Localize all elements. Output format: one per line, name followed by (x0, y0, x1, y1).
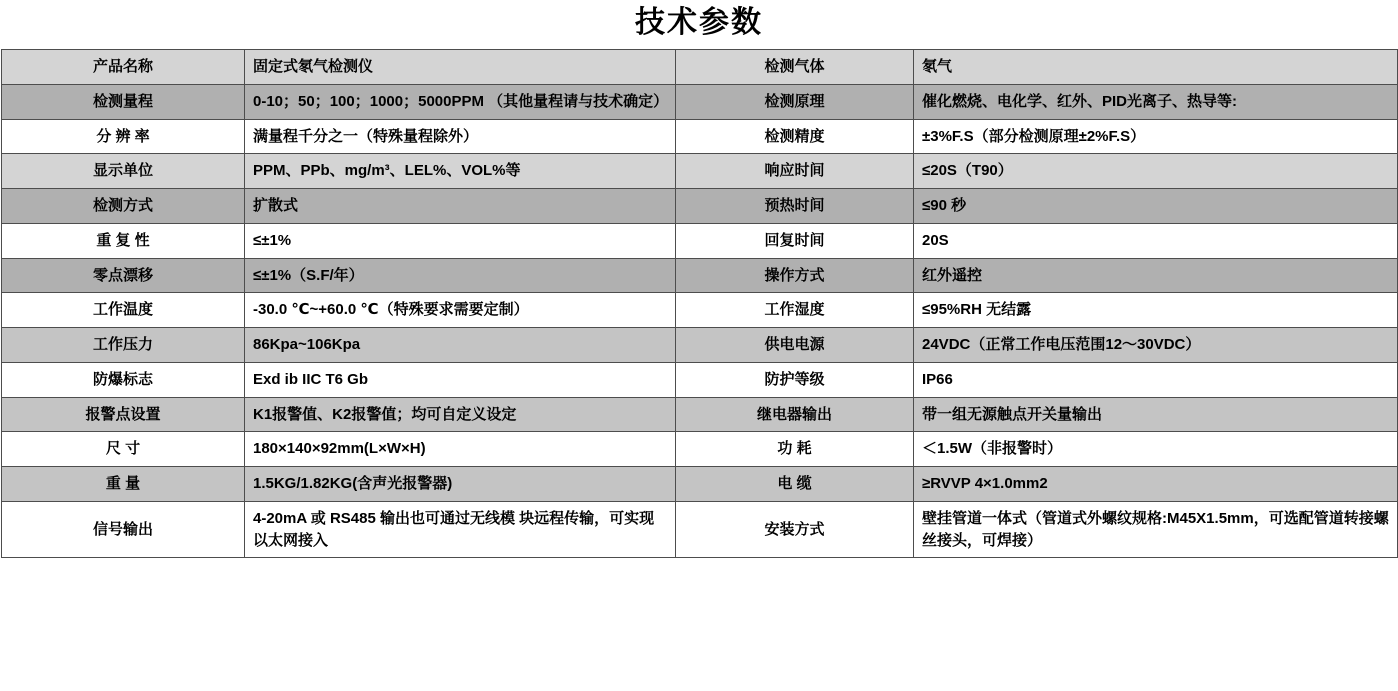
row-value-right: ＜1.5W（非报警时） (914, 432, 1398, 467)
row-value-right: 氡气 (914, 50, 1398, 85)
row-value-right: 壁挂管道一体式（管道式外螺纹规格:M45X1.5mm，可选配管道转接螺丝接头，可焊接） (914, 501, 1398, 558)
table-row (2, 154, 1398, 189)
row-label-right: 预热时间 (676, 189, 914, 224)
row-label-left: 分 辨 率 (2, 119, 245, 154)
table-row (2, 84, 1398, 119)
row-value-left: PPM、PPb、mg/m³、LEL%、VOL%等 (245, 154, 676, 189)
row-label-right: 回复时间 (676, 223, 914, 258)
row-label-right: 防护等级 (676, 362, 914, 397)
row-label-left: 产品名称 (2, 50, 245, 85)
row-value-left: 固定式氡气检测仪 (245, 50, 676, 85)
row-label-left: 尺 寸 (2, 432, 245, 467)
row-label-right: 检测气体 (676, 50, 914, 85)
row-label-left: 重 复 性 (2, 223, 245, 258)
table-row (2, 328, 1398, 363)
row-value-left: Exd ib IIC T6 Gb (245, 362, 676, 397)
row-value-left: K1报警值、K2报警值；均可自定义设定 (245, 397, 676, 432)
row-label-left: 零点漂移 (2, 258, 245, 293)
row-value-right: ≥RVVP 4×1.0mm2 (914, 467, 1398, 502)
row-value-right: 催化燃烧、电化学、红外、PID光离子、热导等: (914, 84, 1398, 119)
row-label-right: 工作湿度 (676, 293, 914, 328)
row-label-right: 电 缆 (676, 467, 914, 502)
row-value-left: ≤±1%（S.F/年） (245, 258, 676, 293)
row-value-right: 带一组无源触点开关量输出 (914, 397, 1398, 432)
row-value-left: 扩散式 (245, 189, 676, 224)
table-row (2, 223, 1398, 258)
table-row (2, 50, 1398, 85)
row-label-right: 响应时间 (676, 154, 914, 189)
row-label-right: 供电电源 (676, 328, 914, 363)
row-value-left: -30.0 ℃~+60.0 ℃（特殊要求需要定制） (245, 293, 676, 328)
row-label-left: 显示单位 (2, 154, 245, 189)
row-value-right: 红外遥控 (914, 258, 1398, 293)
row-value-right: ±3%F.S（部分检测原理±2%F.S） (914, 119, 1398, 154)
row-label-right: 安装方式 (676, 501, 914, 558)
row-value-left: 1.5KG/1.82KG(含声光报警器) (245, 467, 676, 502)
row-value-right: 24VDC（正常工作电压范围12～30VDC） (914, 328, 1398, 363)
table-row (2, 119, 1398, 154)
page-title: 技术参数 (635, 6, 763, 39)
row-label-right: 操作方式 (676, 258, 914, 293)
row-value-right: IP66 (914, 362, 1398, 397)
row-label-left: 检测量程 (2, 84, 245, 119)
specifications-table-body (2, 50, 1398, 558)
row-label-right: 检测原理 (676, 84, 914, 119)
table-row (2, 467, 1398, 502)
row-label-left: 重 量 (2, 467, 245, 502)
row-label-right: 继电器输出 (676, 397, 914, 432)
row-value-left: 86Kpa~106Kpa (245, 328, 676, 363)
row-value-left: 4-20mA 或 RS485 输出也可通过无线模 块远程传输，可实现以太网接入 (245, 501, 676, 558)
row-label-left: 工作压力 (2, 328, 245, 363)
row-value-right: ≤20S（T90） (914, 154, 1398, 189)
row-value-right: ≤95%RH 无结露 (914, 293, 1398, 328)
table-row (2, 293, 1398, 328)
table-row (2, 501, 1398, 558)
row-value-left: 0-10；50；100；1000；5000PPM （其他量程请与技术确定） (245, 84, 676, 119)
row-label-left: 报警点设置 (2, 397, 245, 432)
row-label-left: 信号输出 (2, 501, 245, 558)
row-label-left: 防爆标志 (2, 362, 245, 397)
row-label-right: 功 耗 (676, 432, 914, 467)
row-value-right: 20S (914, 223, 1398, 258)
row-label-right: 检测精度 (676, 119, 914, 154)
table-row (2, 397, 1398, 432)
specifications-table (1, 49, 1398, 558)
table-row (2, 258, 1398, 293)
row-label-left: 工作温度 (2, 293, 245, 328)
table-row (2, 432, 1398, 467)
row-value-left: ≤±1% (245, 223, 676, 258)
row-value-right: ≤90 秒 (914, 189, 1398, 224)
row-value-left: 满量程千分之一（特殊量程除外） (245, 119, 676, 154)
table-row (2, 189, 1398, 224)
row-value-left: 180×140×92mm(L×W×H) (245, 432, 676, 467)
row-label-left: 检测方式 (2, 189, 245, 224)
table-row (2, 362, 1398, 397)
